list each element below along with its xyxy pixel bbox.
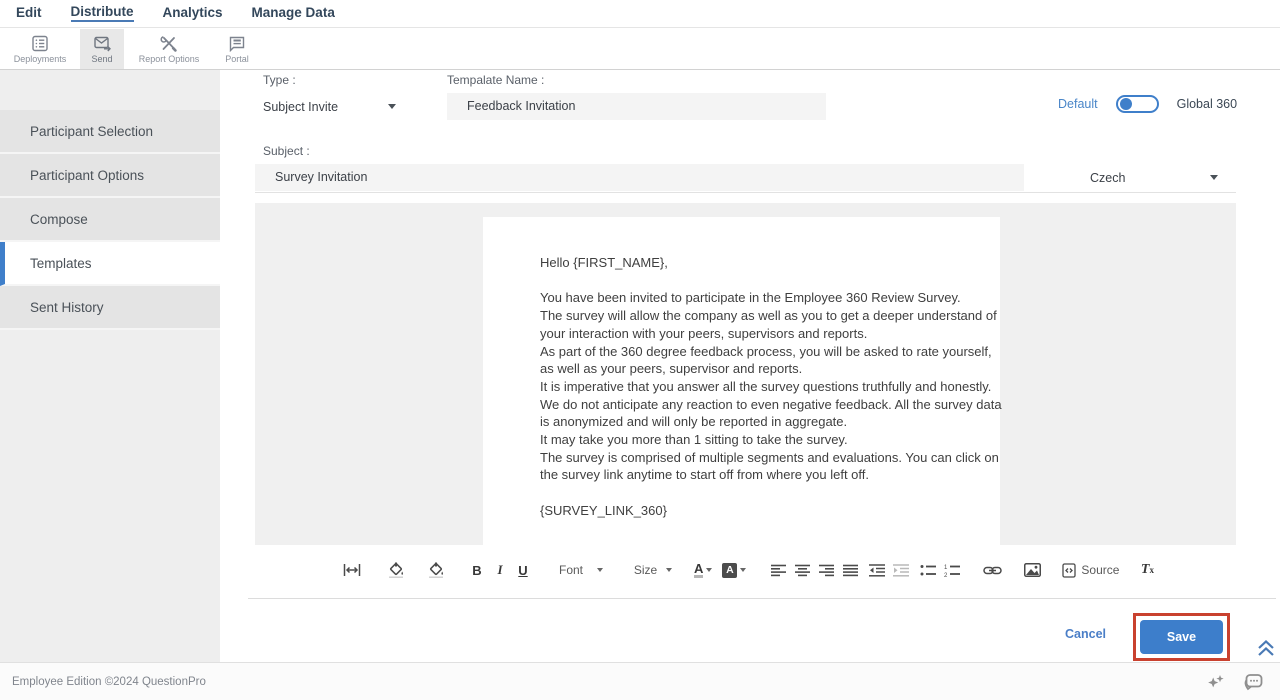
maximize-icon[interactable] — [340, 557, 364, 583]
align-left-icon[interactable] — [768, 557, 788, 583]
global-360-toggle-label: Global 360 — [1176, 97, 1238, 111]
nav-item-edit[interactable]: Edit — [16, 5, 42, 21]
insert-image-icon[interactable] — [1020, 557, 1044, 583]
ribbon-report-options-label: Report Options — [138, 53, 200, 64]
source-button[interactable] — [1062, 557, 1119, 583]
underline-button[interactable]: U — [518, 562, 528, 578]
ribbon-report-options-button[interactable] — [132, 29, 206, 69]
top-nav — [0, 0, 1280, 28]
sidebar-item-label: Participant Selection — [30, 123, 154, 139]
cancel-button[interactable]: Cancel — [1065, 627, 1106, 641]
remove-format-x: x — [1149, 565, 1154, 575]
email-line: The survey will allow the company as well as you to get a deeper understand of — [540, 308, 997, 324]
ribbon-portal-button[interactable] — [214, 29, 260, 69]
default-global-toggle[interactable] — [1116, 95, 1159, 113]
blank-line — [540, 272, 970, 290]
highlight-color-icon[interactable] — [426, 557, 446, 583]
language-dropdown[interactable] — [1090, 164, 1218, 191]
sidebar-item-label: Compose — [30, 211, 88, 227]
app-footer — [0, 662, 1280, 700]
fill-color-icon[interactable] — [386, 557, 406, 583]
caret-down-icon — [388, 104, 396, 109]
app-body — [0, 70, 1280, 662]
type-dropdown[interactable] — [263, 93, 396, 120]
email-editor-canvas — [255, 203, 1236, 545]
scroll-to-top-button[interactable] — [1256, 638, 1276, 663]
svg-text:2: 2 — [944, 572, 948, 577]
email-line: You have been invited to participate in the Employee 360 Review Survey. — [540, 290, 961, 306]
increase-indent-icon[interactable] — [891, 557, 911, 583]
email-line: as well as your peers, supervisor and reports. — [540, 361, 803, 377]
toggle-knob — [1120, 98, 1132, 110]
font-dropdown-label: Font — [558, 563, 583, 577]
send-envelope-icon — [93, 35, 112, 52]
template-name-label: Tempalate Name : — [447, 73, 545, 87]
decrease-indent-icon[interactable] — [867, 557, 887, 583]
language-dropdown-value: Czech — [1090, 170, 1126, 185]
nav-item-manage-data[interactable]: Manage Data — [251, 5, 335, 21]
caret-down-icon — [706, 568, 712, 572]
align-center-icon[interactable] — [792, 557, 812, 583]
email-body-content[interactable] — [483, 217, 1000, 545]
ai-sparkles-icon[interactable] — [1206, 673, 1226, 698]
ribbon-deployments-button[interactable] — [8, 29, 72, 69]
template-name-input[interactable]: Feedback Invitation — [447, 93, 826, 120]
caret-down-icon — [740, 568, 746, 572]
email-line: the survey link anytime to start off from where you left off. — [540, 467, 869, 483]
type-label: Type : — [263, 73, 296, 87]
remove-format-button[interactable] — [1135, 557, 1159, 583]
size-dropdown[interactable] — [632, 557, 674, 583]
edition-copyright-text: Employee Edition ©2024 QuestionPro — [12, 676, 206, 688]
sidebar-item-participant-options[interactable] — [0, 154, 220, 198]
caret-down-icon — [666, 568, 672, 572]
type-dropdown-value: Subject Invite — [263, 99, 339, 114]
ribbon-deployments-label: Deployments — [13, 53, 67, 64]
sidebar-item-label: Templates — [30, 255, 92, 271]
richtext-toolbar — [255, 545, 1236, 595]
sidebar-item-templates[interactable] — [0, 242, 220, 286]
align-right-icon[interactable] — [816, 557, 836, 583]
scope-toggle-row — [1058, 95, 1237, 113]
editor-top-border — [255, 192, 1236, 193]
email-line: {SURVEY_LINK_360} — [540, 502, 667, 518]
sidebar-item-sent-history[interactable] — [0, 286, 220, 330]
save-button[interactable]: Save — [1140, 620, 1223, 654]
email-line: your interaction with your peers, supervisors and reports. — [540, 325, 868, 341]
ribbon-send-label: Send — [91, 53, 113, 64]
bulleted-list-icon[interactable] — [918, 557, 938, 583]
text-color-button[interactable] — [694, 557, 712, 583]
sidebar-item-participant-selection[interactable] — [0, 110, 220, 154]
tools-icon — [160, 35, 178, 52]
background-color-button[interactable] — [722, 557, 746, 583]
justify-icon[interactable] — [840, 557, 860, 583]
font-dropdown[interactable] — [548, 557, 614, 583]
svg-text:1: 1 — [944, 564, 948, 571]
insert-link-icon[interactable] — [980, 557, 1004, 583]
sidebar-item-label: Sent History — [30, 299, 104, 315]
sidebar-item-label: Participant Options — [30, 167, 145, 183]
source-button-label: Source — [1081, 563, 1120, 577]
deployments-list-icon — [31, 35, 49, 52]
bold-button[interactable]: B — [472, 562, 482, 578]
email-line: It is imperative that you answer all the survey questions truthfully and honestly. — [540, 378, 992, 394]
numbered-list-icon[interactable] — [942, 557, 962, 583]
nav-item-distribute[interactable]: Distribute — [71, 5, 134, 22]
email-line: Hello {FIRST_NAME}, — [540, 255, 668, 270]
action-divider — [248, 598, 1276, 599]
ribbon-send-button[interactable] — [80, 29, 124, 69]
sidebar-item-compose[interactable] — [0, 198, 220, 242]
email-line: is anonymized and will only be reported in aggregate. — [540, 414, 848, 430]
caret-down-icon — [1210, 175, 1218, 180]
distribute-ribbon — [0, 29, 1280, 70]
text-color-letter: A — [694, 561, 704, 576]
email-line: It may take you more than 1 sitting to take the survey. — [540, 432, 848, 448]
blank-line — [540, 484, 970, 502]
send-sidebar — [0, 70, 220, 662]
caret-down-icon — [597, 568, 603, 572]
nav-item-analytics[interactable]: Analytics — [162, 5, 223, 21]
italic-button[interactable]: I — [497, 562, 503, 577]
size-dropdown-label: Size — [633, 563, 658, 577]
highlight-annotation-box — [1133, 613, 1230, 661]
email-line: The survey is comprised of multiple segments and evaluations. You can click on — [540, 449, 999, 465]
remove-format-t: T — [1140, 562, 1150, 577]
template-editor-panel — [220, 70, 1280, 662]
email-line: As part of the 360 degree feedback process, you will be asked to rate yourself, — [540, 343, 992, 359]
subject-label: Subject : — [263, 144, 310, 158]
default-toggle-label: Default — [1058, 97, 1098, 111]
portal-chat-icon — [228, 35, 246, 52]
ribbon-portal-label: Portal — [225, 53, 249, 64]
email-line: We do not anticipate any reaction to even negative feedback. All the survey data — [540, 396, 1002, 412]
subject-input[interactable]: Survey Invitation — [255, 164, 1024, 191]
chat-assistant-icon[interactable] — [1242, 672, 1266, 698]
background-color-letter: A — [722, 563, 737, 578]
